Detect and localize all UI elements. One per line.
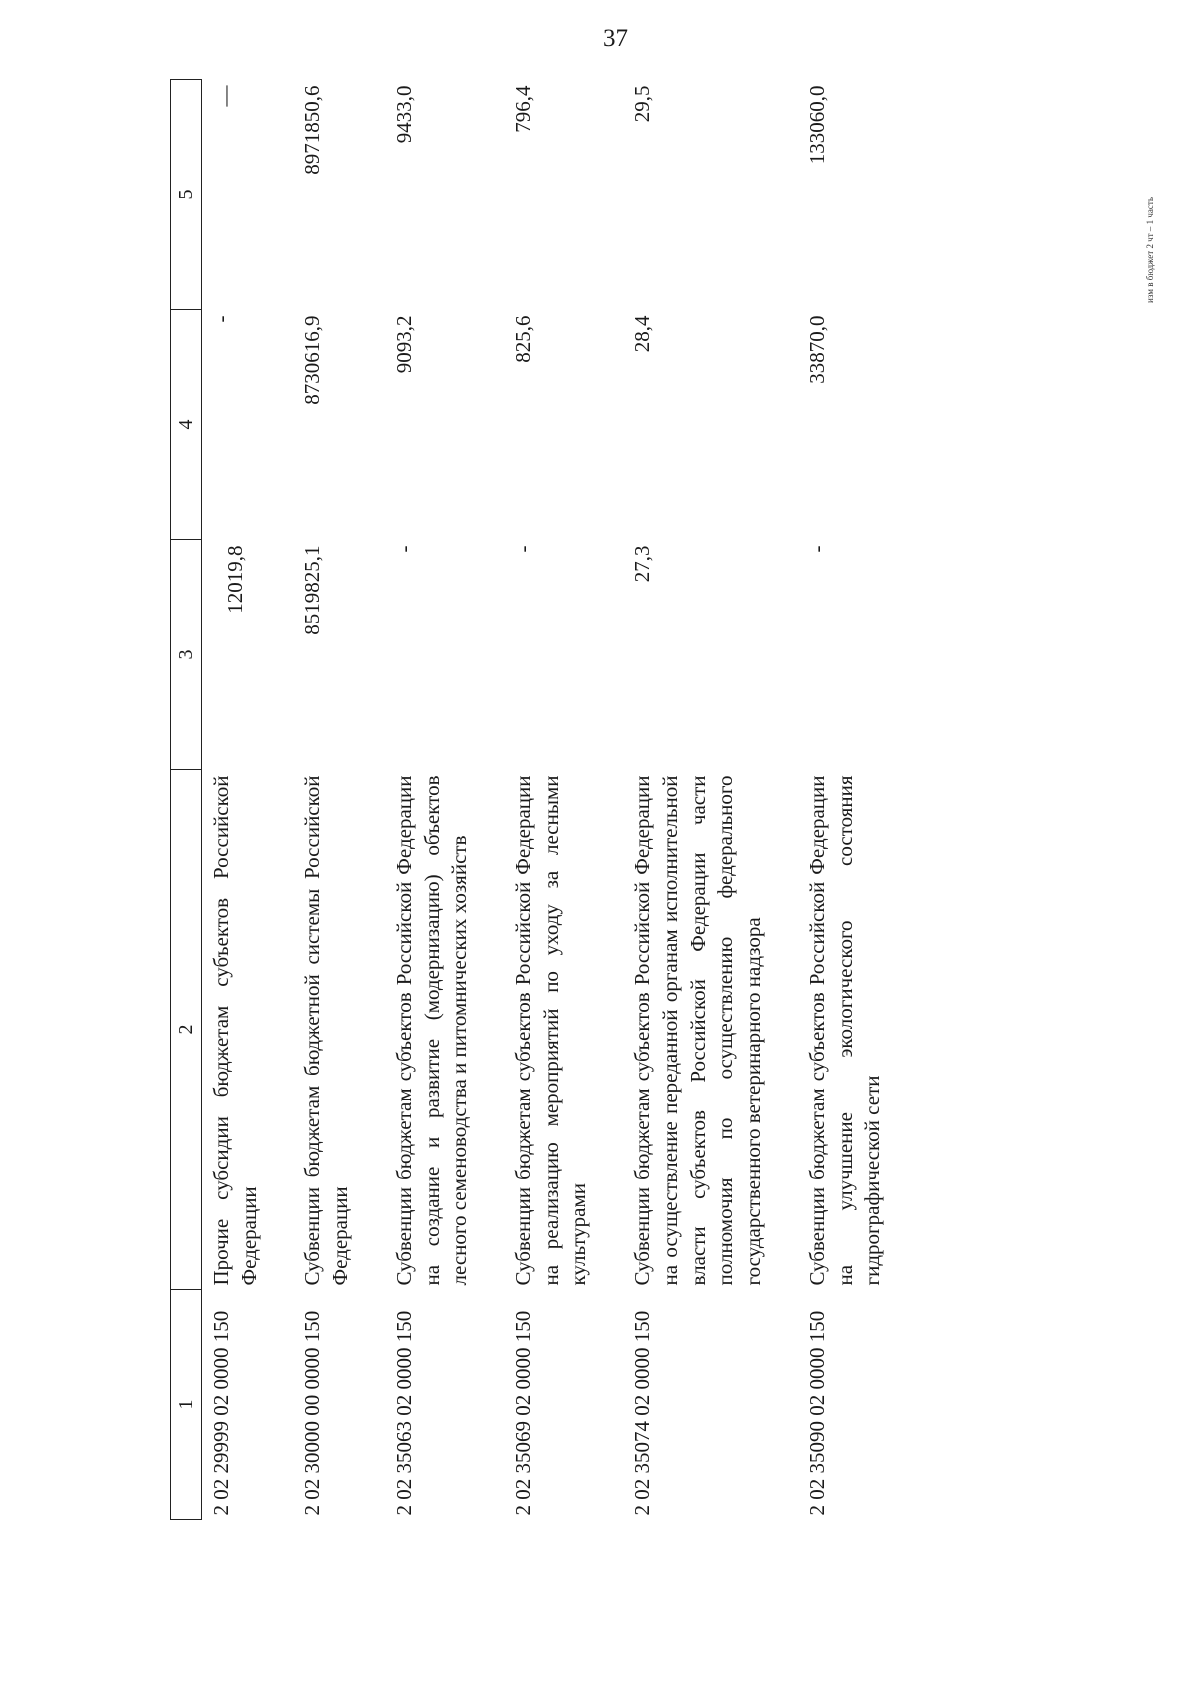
row-value-col5: — <box>213 85 237 107</box>
column-header-3: 3 <box>171 540 202 770</box>
row-value-col4: - <box>209 315 233 323</box>
table-row <box>202 80 294 1520</box>
table-row <box>293 80 384 1520</box>
table-row <box>385 80 504 1520</box>
row-value-col4: 9093,2 <box>391 315 416 374</box>
row-value-col4: 28,4 <box>630 315 655 353</box>
row-name: Субвенции бюджетам субъектов Российской Федерации на реализацию мероприятий по уходу за лесными культурами <box>511 775 591 1286</box>
page-number: 37 <box>603 25 628 52</box>
row-value-col4: 825,6 <box>511 315 536 363</box>
row-value-col3: 27,3 <box>630 545 655 583</box>
row-code: 2 02 35090 02 0000 150 <box>804 1310 829 1516</box>
budget-table <box>170 79 917 1520</box>
row-value-col3: 12019,8 <box>223 545 247 614</box>
row-value-col3: - <box>511 545 536 553</box>
table-row <box>504 80 623 1520</box>
column-header-5: 5 <box>171 80 202 310</box>
row-name: Субвенции бюджетам субъектов Российской Федерации на осуществление переданной органам исполнительной власти субъектов Российской Федерации части полномочия по осуществлению федерального государственного ветеринарного надзора <box>630 775 766 1286</box>
row-code: 2 02 35069 02 0000 150 <box>511 1310 536 1516</box>
row-name: Прочие субсидии бюджетам субъектов Российской Федерации <box>209 775 261 1286</box>
row-value-col5: 133060,0 <box>804 85 829 165</box>
row-value-col4: 8730616,9 <box>300 315 325 405</box>
table-header-row <box>171 80 202 1520</box>
column-header-4: 4 <box>171 310 202 540</box>
row-name: Субвенции бюджетам бюджетной системы Российской Федерации <box>300 775 353 1286</box>
table-row <box>623 80 798 1520</box>
row-value-col3: 8519825,1 <box>300 545 325 635</box>
row-name: Субвенции бюджетам субъектов Российской Федерации на создание и развитие (модернизацию) объектов лесного семеноводства и питомнических хозяйств <box>391 775 472 1286</box>
row-value-col3: - <box>391 545 416 553</box>
row-value-col5: 796,4 <box>511 85 536 133</box>
row-value-col5: 9433,0 <box>391 85 416 144</box>
column-header-2: 2 <box>171 770 202 1290</box>
column-header-1: 1 <box>171 1290 202 1520</box>
row-code: 2 02 35074 02 0000 150 <box>630 1310 655 1516</box>
row-value-col5: 8971850,6 <box>300 85 325 175</box>
row-value-col5: 29,5 <box>630 85 655 123</box>
row-name: Субвенции бюджетам субъектов Российской Федерации на улучшение экологического состояния гидрографической сети <box>804 775 885 1286</box>
row-code: 2 02 30000 00 0000 150 <box>300 1310 325 1516</box>
footer-note-text: изм в бюджет 2 чт – 1 часть <box>1145 197 1155 303</box>
row-code: 2 02 29999 02 0000 150 <box>209 1310 233 1516</box>
row-code: 2 02 35063 02 0000 150 <box>391 1310 416 1516</box>
rotated-table-sheet <box>170 80 1030 1520</box>
row-value-col4: 33870,0 <box>804 315 829 384</box>
footer-note <box>1145 197 1155 303</box>
row-value-col3: - <box>804 545 829 553</box>
table-row <box>798 80 917 1520</box>
